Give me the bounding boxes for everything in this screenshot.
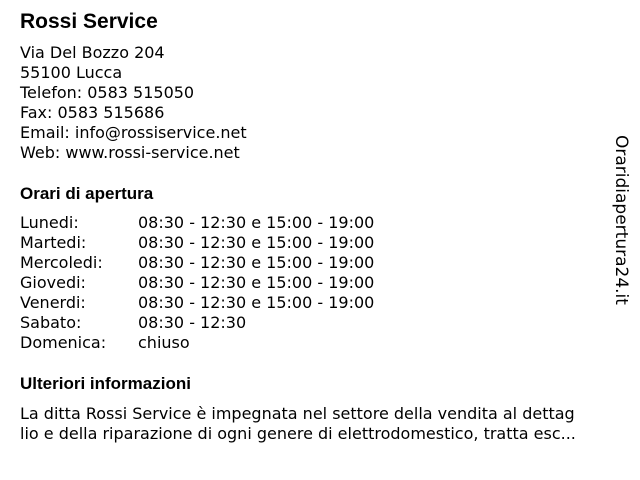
time-value: 08:30 - 12:30 e 15:00 - 19:00 [138, 233, 375, 252]
business-name: Rossi Service [20, 10, 158, 33]
day-label: Venerdi: [20, 293, 86, 312]
time-value: 08:30 - 12:30 e 15:00 - 19:00 [138, 293, 375, 312]
opening-hours-heading: Orari di apertura [20, 184, 154, 203]
phone-number: Telefon: 0583 515050 [20, 83, 195, 102]
time-value: 08:30 - 12:30 e 15:00 - 19:00 [138, 213, 375, 232]
description-line: lio e della riparazione di ogni genere di elettrodomestico, tratta esc... [20, 424, 576, 443]
time-value: 08:30 - 12:30 e 15:00 - 19:00 [138, 253, 375, 272]
day-label: Martedi: [20, 233, 87, 252]
business-description [20, 404, 624, 444]
day-label: Giovedi: [20, 273, 86, 292]
day-label: Mercoledi: [20, 253, 103, 272]
address-street: Via Del Bozzo 204 [20, 43, 165, 62]
contact-details [20, 43, 247, 163]
time-value: 08:30 - 12:30 [138, 313, 247, 332]
day-label: Sabato: [20, 313, 82, 332]
watermark-text: Oraridiapertura24.it [611, 135, 631, 305]
time-value: 08:30 - 12:30 e 15:00 - 19:00 [138, 273, 375, 292]
day-label: Domenica: [20, 333, 107, 352]
fax-number: Fax: 0583 515686 [20, 103, 165, 122]
time-value: chiuso [138, 333, 190, 352]
email-address: Email: info@rossiservice.net [20, 123, 247, 142]
website-url: Web: www.rossi-service.net [20, 143, 240, 162]
description-line: La ditta Rossi Service è impegnata nel settore della vendita al dettag [20, 404, 575, 423]
address-city: 55100 Lucca [20, 63, 123, 82]
day-label: Lunedi: [20, 213, 79, 232]
site-watermark [610, 135, 634, 310]
further-info-heading: Ulteriori informazioni [20, 374, 191, 393]
